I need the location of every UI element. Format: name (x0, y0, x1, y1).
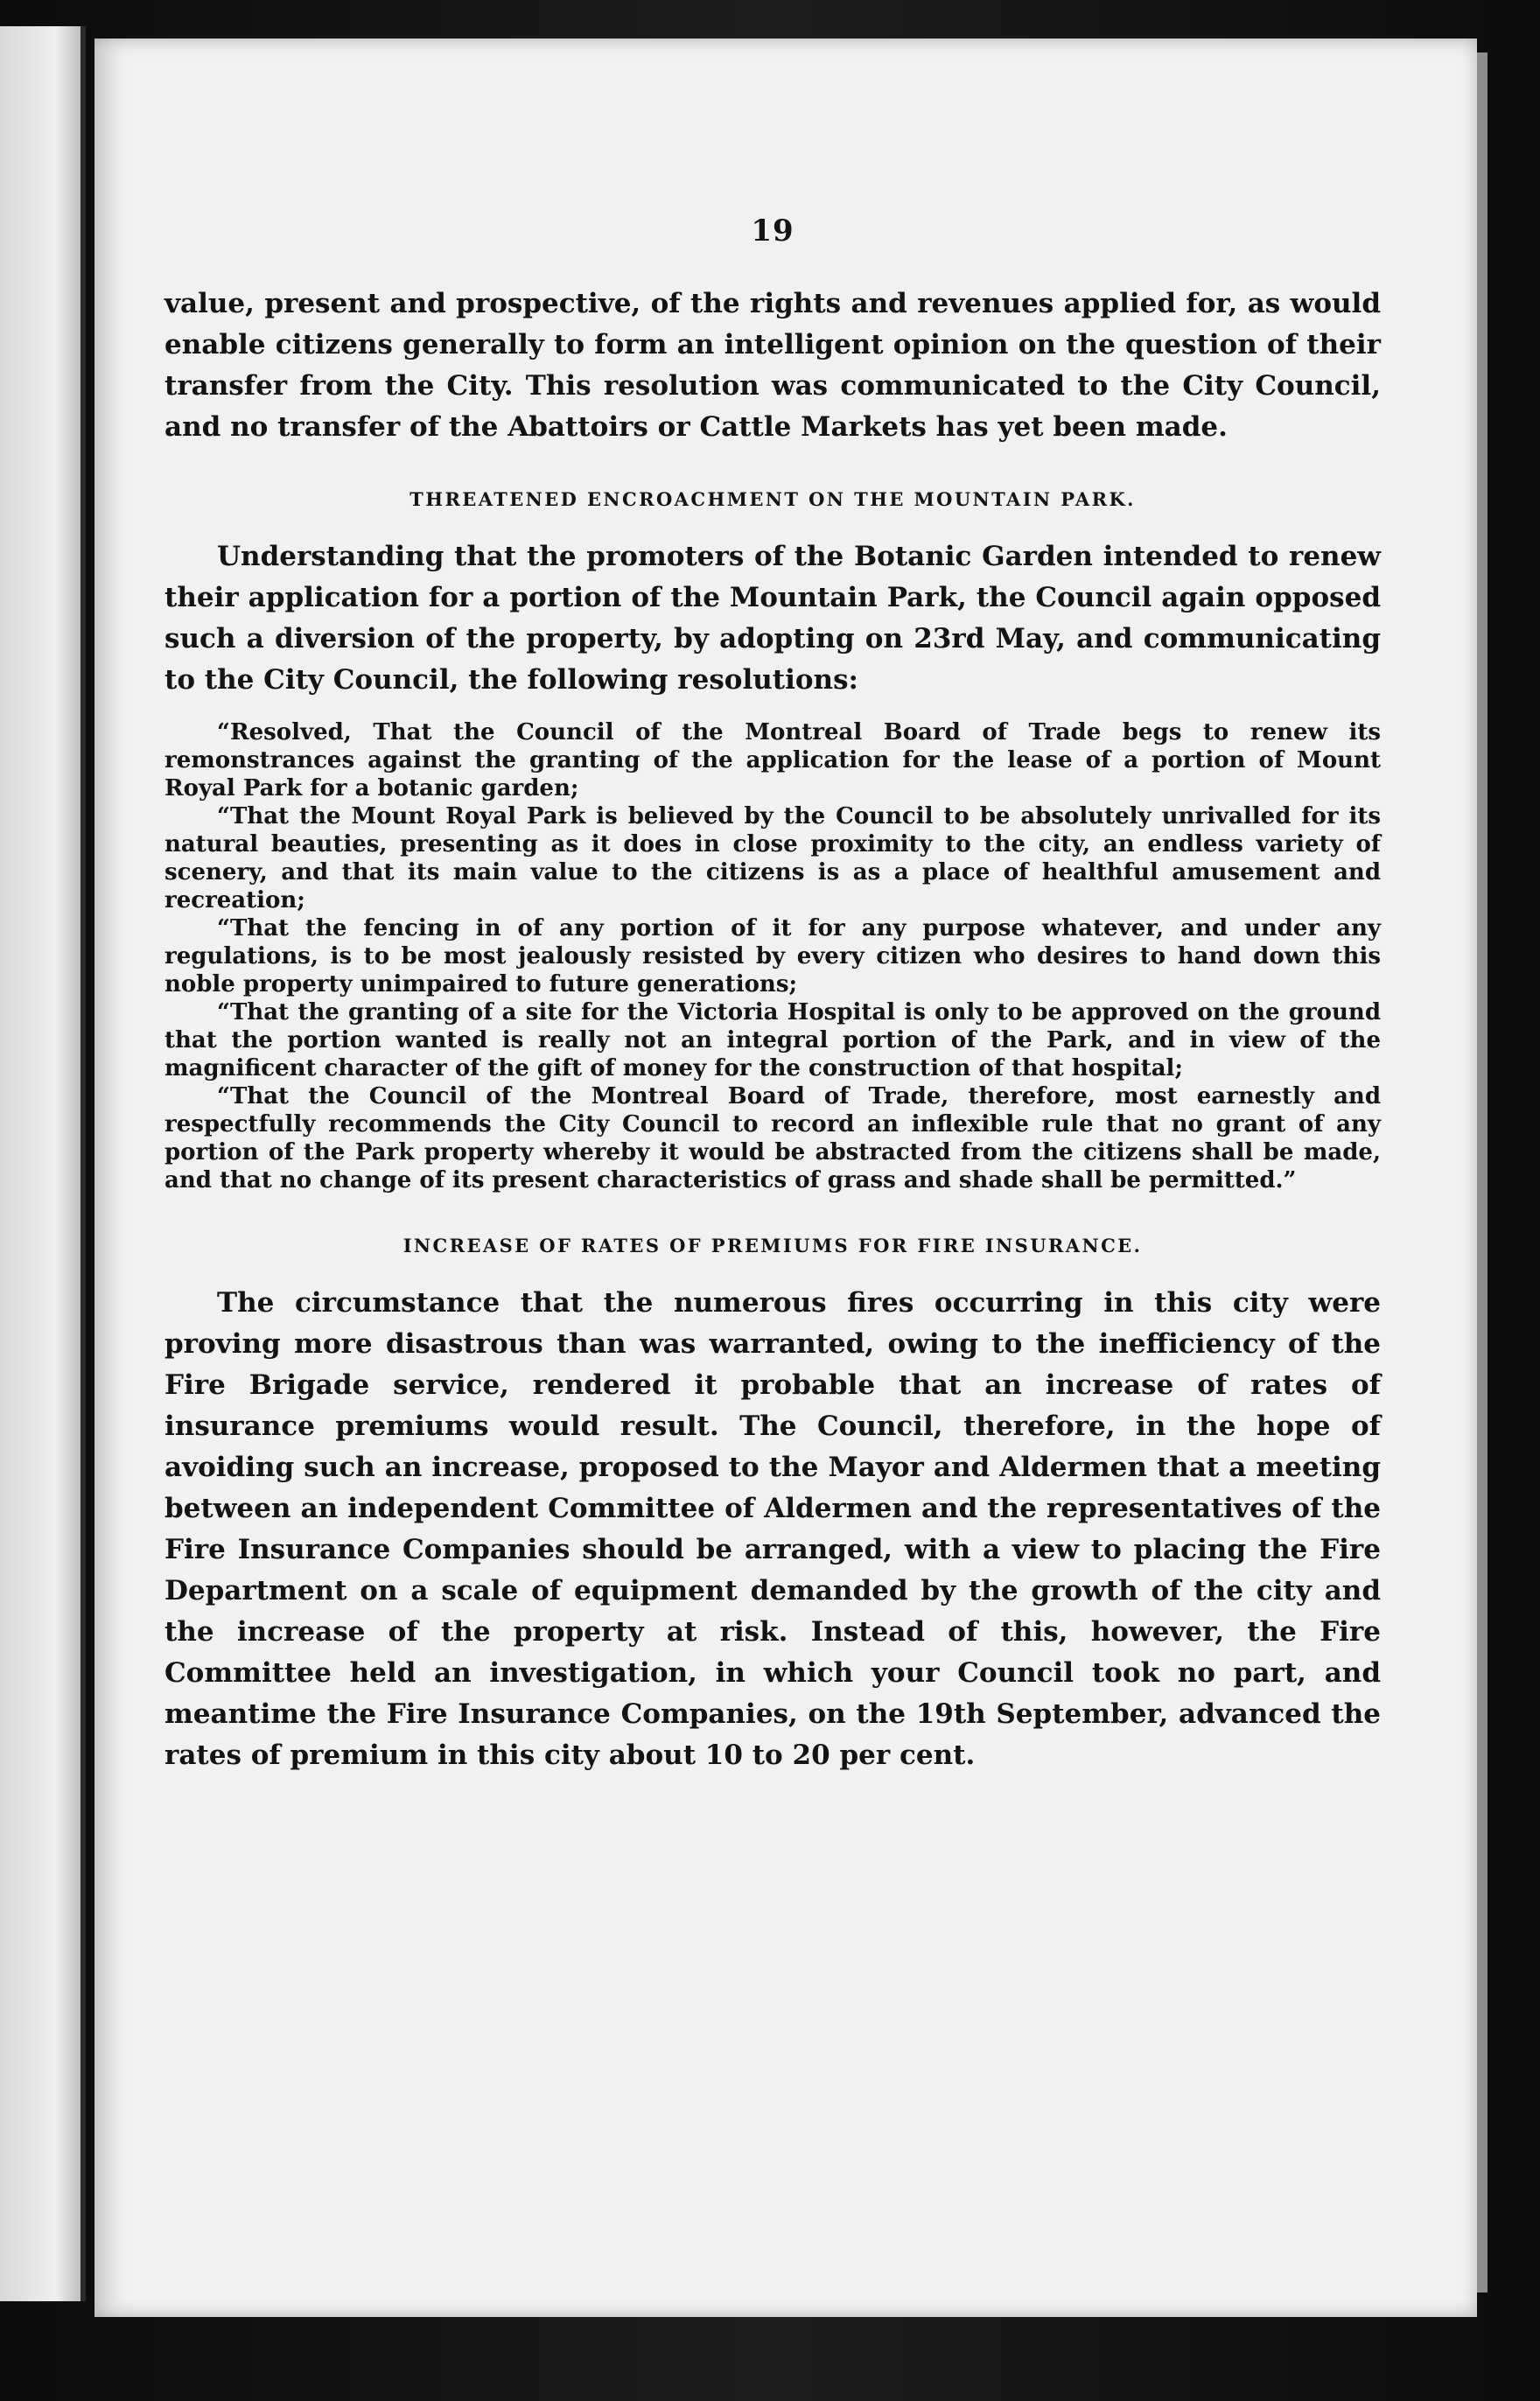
section-heading-mountain-park: THREATENED ENCROACHMENT ON THE MOUNTAIN PARK. (410, 488, 1136, 510)
document-page (94, 38, 1477, 2317)
section-heading-fire-insurance: INCREASE OF RATES OF PREMIUMS FOR FIRE INSURANCE. (402, 1235, 1143, 1256)
page-edge-shadow (1477, 52, 1488, 2292)
fire-insurance-paragraph: The circumstance that the numerous fires occurring in this city were proving more disastrous than was warranted, owing to the inefficiency of the Fire Brigade service, rendered it probable that an increase of rates of insurance premiums would result. The Council, therefore, in the hope of avoiding such an increase, proposed to the Mayor and Aldermen that a meeting between an independent Committee of Aldermen and the representatives of the Fire Insurance Companies should be arranged, with a view to placing the Fire Department on a scale of equipment demanded by the growth of the city and the increase of the property at risk. Instead of this, however, the Fire Committee held an investigation, in which your Council took no part, and meantime the Fire Insurance Companies, on the 19th September, advanced the rates of premium in this city about 10 to 20 per cent. (164, 1287, 1381, 1771)
opening-paragraph: value, present and prospective, of the rights and revenues applied for, as would enable citizens generally to form an intelligent opinion on the question of their transfer from the City. This resolution was communicated to the City Council, and no transfer of the Abattoirs or Cattle Markets has yet been made. (164, 288, 1381, 443)
page-number: 19 (751, 214, 794, 248)
resolution-quote: “That the granting of a site for the Victoria Hospital is only to be approved on the ground that the portion wanted is really not an integral portion of the Park, and in view of the magnificent character of the gift of money for the construction of that hospital; (164, 999, 1381, 1082)
mountain-park-intro: Understanding that the promoters of the Botanic Garden intended to renew their application for a portion of the Mountain Park, the Council again opposed such a diversion of the property, by adopting on 23rd May, and communicating to the City Council, the following resolutions: (164, 541, 1381, 696)
resolution-quote: “That the fencing in of any portion of it for any purpose whatever, and under any regulations, is to be most jealously resisted by every citizen who desires to hand down this noble property unimpaired to future generations; (164, 915, 1381, 998)
resolutions-block (164, 718, 1381, 1194)
resolution-quote: “That the Mount Royal Park is believed by the Council to be absolutely unrivalled for its natural beauties, presenting as it does in close proximity to the city, an endless variety of scenery, and that its main value to the citizens is as a place of healthful amusement and recreation; (164, 803, 1381, 914)
previous-page-edge (0, 26, 86, 2301)
resolution-quote: “Resolved, That the Council of the Montreal Board of Trade begs to renew its remonstrances against the granting of the application for the lease of a portion of Mount Royal Park for a botanic garden; (164, 719, 1381, 802)
page-content (164, 214, 1381, 1776)
resolution-quote: “That the Council of the Montreal Board of Trade, therefore, most earnestly and respectfully recommends the City Council to record an inflexible rule that no grant of any portion of the Park property whereby it would be abstracted from the citizens shall be made, and that no change of its present characteristics of grass and shade shall be permitted.” (164, 1083, 1381, 1194)
